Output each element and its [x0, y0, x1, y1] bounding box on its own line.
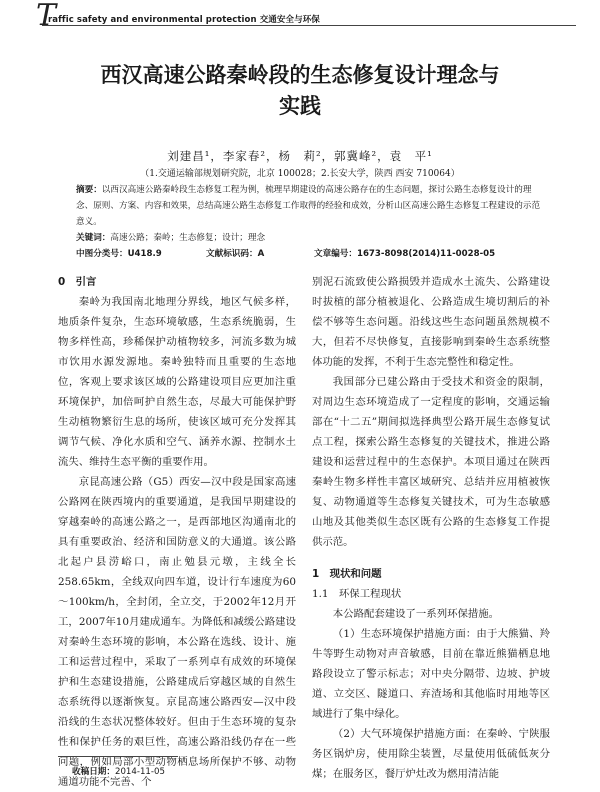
section-heading-status: 1 现状和问题 [312, 568, 382, 580]
left-column [58, 272, 296, 792]
paragraph: 本公路配套建设了一系列环保措施。 [332, 608, 500, 620]
paragraph: 我国部分已建公路由于受技术和资金的限制，对周边生态环境造成了一定程度的影响，交通运输部在“十二五”期间拟选择典型公路开展生态修复试点工程，探索公路生态修复的关键技术，推进公路建设和运营过程中的生态保护。本项目通过在陕西秦岭生物多样性丰富区域研究、总结并应用植被恢复、动物通道等生态修复关键技术，可为生态敏感山地及其他类似生态区既有公路的生态修复工作提供示范。 [312, 376, 550, 548]
spacer [312, 552, 550, 564]
paragraph: （1）生态环境保护措施方面：由于大熊猫、羚牛等野生动物对声音敏感，目前在靠近熊猫栖息地路段设立了警示标志；对中央分隔带、边坡、护坡道、立交区、隧道口、弃渣场和其他临时用地等区域进行了集中绿化。 [312, 628, 550, 720]
article-metadata [76, 247, 546, 261]
abstract [76, 182, 544, 230]
paper-title [40, 60, 560, 122]
running-title: raffic safety and environmental protection 交通安全与环保 [48, 15, 320, 25]
subsection-heading-env-works: 1.1 环保工程现状 [312, 588, 402, 600]
section-heading-introduction: 0 引言 [58, 276, 97, 288]
title-line-2: 实践 [279, 94, 321, 118]
paragraph: 京昆高速公路（G5）西安—汉中段是国家高速公路网在陕西境内的重要通道，是我国早期建设的穿越秦岭的高速公路之一，是西部地区沟通南北的具有重要政治、经济和国防意义的大通道。该公路北起户县涝峪口，南止勉县元墩，主线全长258.65km，全线双向四车道，设计行车速度为60～100km/h，全封闭，全立交，于2002年12月开工，2007年10月建成通车。为降低和减缓公路建设对秦岭生态环境的影响，本公路在选线、设计、施工和运营过程中，采取了一系列卓有成效的环境保护和生态建设措施，公路建成后穿越区域的自然生态系统得以逐渐恢复。京昆高速公路西安—汉中段沿线的生态状况整体较好。但由于生态环境的复杂性和保护任务的艰巨性，高速公路沿线仍存在一些问题，例如局部小型动物栖息场所保护不够、动物通道功能不完善、个 [58, 476, 296, 788]
author-list: 刘建昌¹，李家春²，杨 莉²，郭冀峰²，袁 平¹ [167, 149, 433, 163]
article-number: 文章编号：1673-8098(2014)11-0028-05 [314, 249, 496, 259]
keywords [76, 231, 544, 245]
header-initial-letter: T [36, 0, 57, 33]
document-code: 文献标识码：A [206, 249, 265, 259]
paragraph: 秦岭为我国南北地理分界线，地区气候多样，地质条件复杂，生态环境敏感，生态系统脆弱，生物多样性高，珍稀保护动植物较多，河流多数为城市饮用水源发源地。秦岭独特而且重要的生态地位，客观上要求该区域的公路建设项目应更加注重环境保护，加倍呵护自然生态，尽最大可能保护野生动植物繁衍生息的场所，使该区域可充分发挥其调节气候、净化水质和空气、涵养水源、控制水土流失、维持生态平衡的重要作用。 [58, 296, 296, 468]
author-affiliation: （1.交通运输部规划研究院，北京 100028；2.长安大学，陕西 西安 710064） [140, 169, 460, 179]
header-rule [42, 25, 576, 26]
abstract-label: 摘要： [76, 185, 102, 195]
paragraph: （2）大气环境保护措施方面：在秦岭、宁陕服务区锅炉房，使用除尘装置，尽量使用低硫低灰分煤；在服务区，餐厅炉灶改为燃用清洁能 [312, 728, 550, 780]
footnote-rule [58, 756, 178, 757]
clc-number: 中图分类号：U418.9 [76, 249, 162, 259]
running-header [36, 0, 576, 33]
title-line-1: 西汉高速公路秦岭段的生态修复设计理念与 [100, 63, 500, 87]
received-date [72, 765, 165, 777]
received-label: 收稿日期： [72, 767, 115, 777]
keywords-label: 关键词： [76, 233, 111, 243]
abstract-text: 以西汉高速公路秦岭段生态修复工程为例，梳理早期建设的高速公路存在的生态问题，探讨公路生态修复设计的理念、原则、方案、内容和效果，总结高速公路生态修复工作取得的经验和成效，分析山区高速公路生态修复工程建设的示范意义。 [76, 185, 541, 227]
paragraph: 别泥石流致使公路损毁并造成水土流失、公路建设时拔植的部分植被退化、公路造成生境切割后的补偿不够等生态问题。沿线这些生态问题虽然规模不大，但若不尽快修复，直接影响到秦岭生态系统整体功能的发挥，不利于生态完整性和稳定性。 [312, 276, 550, 368]
right-column [312, 272, 550, 784]
received-value: 2014-11-05 [114, 767, 165, 777]
keywords-text: 高速公路；秦岭；生态修复；设计；理念 [110, 233, 266, 243]
